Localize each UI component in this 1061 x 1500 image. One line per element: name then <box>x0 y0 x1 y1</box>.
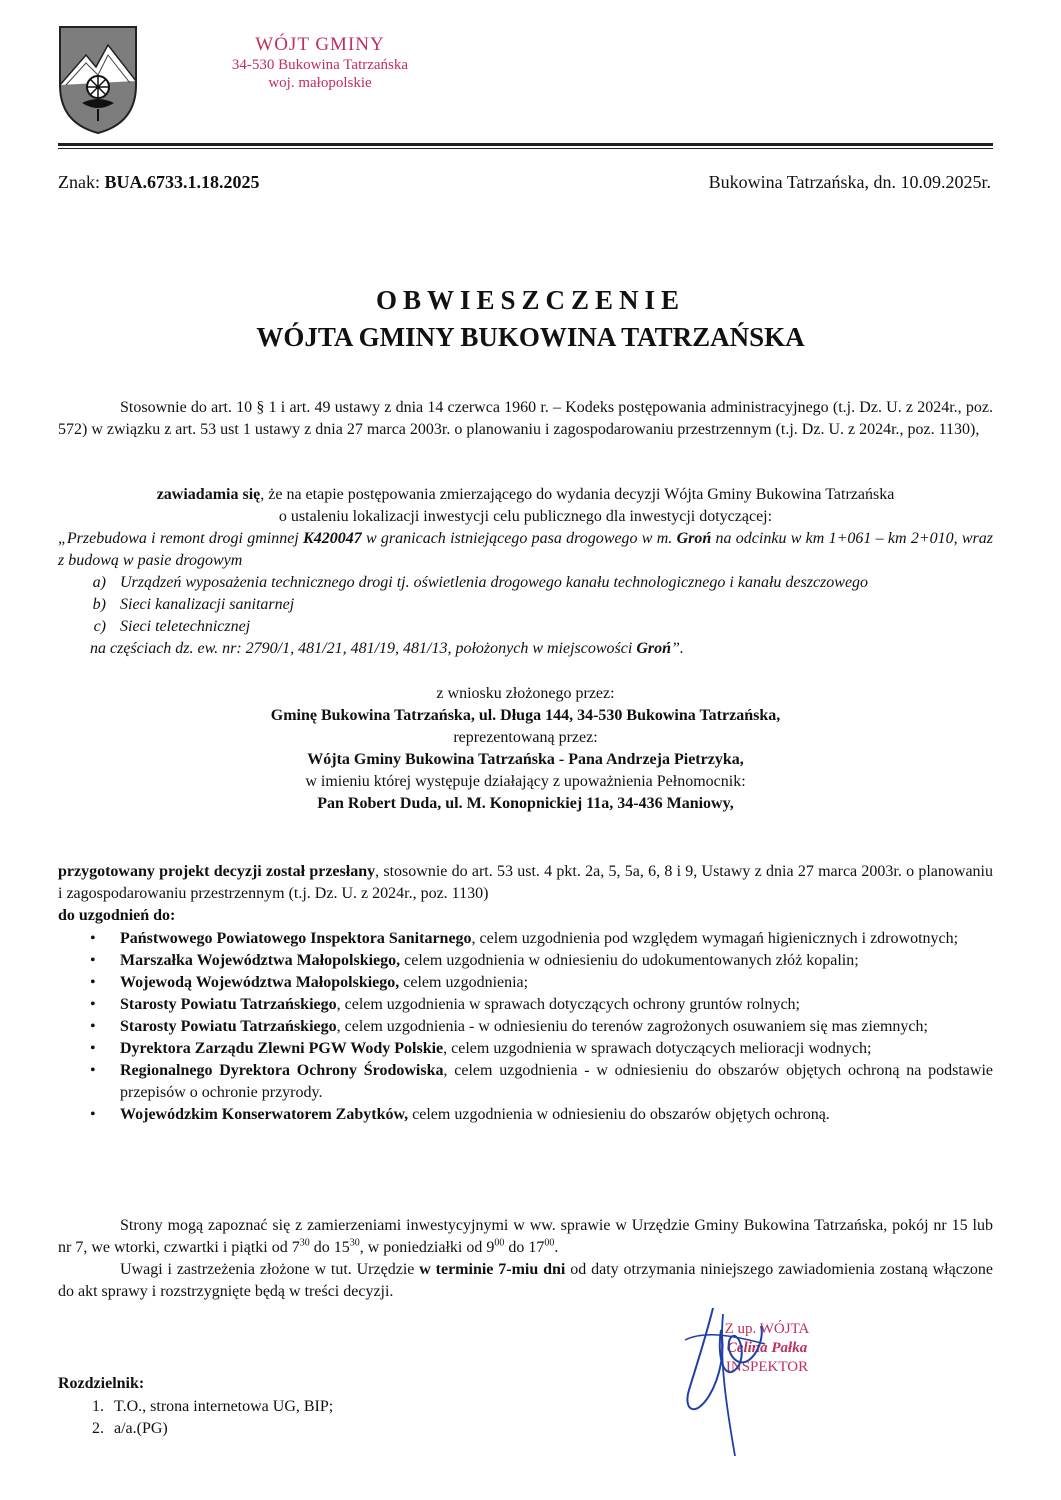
coat-of-arms-icon <box>58 25 138 135</box>
recipient-name: Starosty Powiatu Tatrzańskiego <box>120 1018 337 1035</box>
distribution-list <box>58 1396 658 1440</box>
road-number: K420047 <box>303 530 362 547</box>
project-tail: do uzgodnień do: <box>58 907 176 924</box>
representative-name: Wójta Gminy Bukowina Tatrzańska - Pana Andrzeja Pietrzyka, <box>307 751 744 768</box>
parcels-line <box>58 638 993 660</box>
recipient-name: Państwowego Powiatowego Inspektora Sanitarnego <box>120 930 472 947</box>
investment-items <box>58 572 993 660</box>
signature-stamp-line-2: Celina Pałka <box>726 1340 808 1356</box>
recipient-name: Wojewódzkim Konserwatorem Zabytków, <box>120 1106 409 1123</box>
distribution-number: 2. <box>92 1420 104 1437</box>
applicant-line-1: z wniosku złożonego przez: <box>436 685 615 702</box>
document-date: Bukowina Tatrzańska, dn. 10.09.2025r. <box>708 172 991 192</box>
document-subtitle: WÓJTA GMINY BUKOWINA TATRZAŃSKA <box>256 322 805 352</box>
notice-line-2: o ustaleniu lokalizacji inwestycji celu publicznego dla inwestycji dotyczącej: <box>278 508 773 525</box>
recipients-list <box>58 928 993 1126</box>
item-text: Urządzeń wyposażenia technicznego drogi tj. oświetlenia drogowego kanału technologicznego i kanału deszczowego <box>120 574 869 591</box>
remarks-text-2: od daty otrzymania niniejszego zawiadomienia zostaną włączone do akt sprawy i rozstrzygnięte będą w treści decyzji. <box>58 1261 994 1300</box>
project-text: , stosownie do art. 53 ust. 4 pkt. 2a, 5, 5a, 6, 8 i 9, Ustawy z dnia 27 marca 2003r. o planowaniu i zagospodarowaniu przestrzennym (t.j. Dz. U. z 2024r., poz. 1130) <box>58 863 993 902</box>
time-sup-4: 00 <box>544 1237 555 1249</box>
official-header-stamp <box>215 34 425 92</box>
investment-item <box>58 572 993 594</box>
stamp-line-3: woj. małopolskie <box>268 75 372 91</box>
parties-paragraph <box>58 1215 993 1259</box>
parcels-text: na częściach dz. ew. nr: 2790/1, 481/21, 481/19, 481/13, położonych w miejscowości <box>90 640 637 657</box>
recipient-purpose: , celem uzgodnienia - w odniesieniu do obszarów objętych ochroną na podstawie przepisów o ochronie przyrody. <box>120 1062 994 1101</box>
remarks-deadline: w terminie 7-miu dni <box>419 1261 566 1278</box>
recipient-item <box>58 1060 993 1104</box>
recipient-item <box>58 1104 993 1126</box>
time-sup-2: 30 <box>349 1237 360 1249</box>
investment-item <box>58 594 993 616</box>
handwritten-signature-icon <box>665 1300 795 1460</box>
investment-text-2: w granicach istniejącego pasa drogowego w m. <box>361 530 677 547</box>
distribution-text: a/a.(PG) <box>114 1420 168 1437</box>
recipient-name: Wojewodą Województwa Małopolskiego, <box>120 974 400 991</box>
investment-text-1: „Przebudowa i remont drogi gminnej <box>58 530 304 547</box>
applicant-line-3: reprezentowaną przez: <box>453 729 598 746</box>
remarks-text-1: Uwagi i zastrzeżenia złożone w tut. Urzędzie <box>120 1261 420 1278</box>
header-rule-thin <box>58 148 993 149</box>
parcels-end: ”. <box>671 640 684 657</box>
investment-description <box>58 528 993 572</box>
signature-stamp-line-1: Z up. WÓJTA <box>724 1321 810 1337</box>
investment-text-3: na odcinku w km 1+061 – km 2+010, wraz z budową w pasie drogowym <box>58 530 994 569</box>
recipient-purpose: celem uzgodnienia w odniesieniu do obszarów objętych ochroną. <box>408 1106 830 1123</box>
recipient-purpose: celem uzgodnienia; <box>399 974 529 991</box>
applicant-name: Gminę Bukowina Tatrzańska, ul. Długa 144, 34-530 Bukowina Tatrzańska, <box>270 707 781 724</box>
distribution-text: T.O., strona internetowa UG, BIP; <box>114 1398 334 1415</box>
header-rule-thick <box>58 143 993 146</box>
project-paragraph <box>58 861 993 927</box>
parcels-locality: Groń <box>636 640 672 657</box>
time-sup-3: 00 <box>494 1237 505 1249</box>
intro-paragraph: Stosownie do art. 10 § 1 i art. 49 ustawy z dnia 14 czerwca 1960 r. – Kodeks postępowania administracyjnego (t.j. Dz. U. z 2024r., poz. 572) w związku z art. 53 ust 1 ustawy z dnia 27 marca 2003r. o planowaniu i zagospodarowaniu przestrzennym (t.j. Dz. U. z 2024r., poz. 1130), <box>58 399 993 438</box>
case-reference-value: BUA.6733.1.18.2025 <box>104 172 260 192</box>
applicant-block <box>58 683 993 815</box>
signature-stamp-line-3: INSPEKTOR <box>725 1359 809 1375</box>
parties-text-5: . <box>554 1239 559 1256</box>
distribution-item <box>58 1396 658 1418</box>
recipient-item <box>58 972 993 994</box>
recipient-purpose: , celem uzgodnienia w sprawach dotyczących melioracji wodnych; <box>443 1040 872 1057</box>
recipient-purpose: , celem uzgodnienia pod względem wymagań higienicznych i zdrowotnych; <box>471 930 959 947</box>
parties-text-4: do 17 <box>504 1239 545 1256</box>
recipient-item <box>58 928 993 950</box>
investment-item <box>58 616 993 638</box>
distribution-item <box>58 1418 658 1440</box>
case-reference-label: Znak: <box>58 172 105 192</box>
stamp-line-2: 34-530 Bukowina Tatrzańska <box>231 57 409 73</box>
item-letter: b) <box>92 596 106 613</box>
case-reference <box>58 172 260 193</box>
recipient-name: Dyrektora Zarządu Zlewni PGW Wody Polskie <box>120 1040 444 1057</box>
recipient-name: Marszałka Województwa Małopolskiego, <box>120 952 401 969</box>
recipient-purpose: , celem uzgodnienia w sprawach dotyczących ochrony gruntów rolnych; <box>336 996 800 1013</box>
notice-paragraph <box>58 484 993 528</box>
recipient-name: Regionalnego Dyrektora Ochrony Środowiska <box>120 1062 444 1079</box>
item-letter: a) <box>92 574 106 591</box>
recipient-item <box>58 950 993 972</box>
recipient-purpose: , celem uzgodnienia - w odniesieniu do terenów zagrożonych osuwaniem się mas ziemnych; <box>336 1018 928 1035</box>
locality-name: Groń <box>676 530 712 547</box>
item-text: Sieci kanalizacji sanitarnej <box>120 596 295 613</box>
notice-line-1 <box>58 484 993 506</box>
recipient-name: Starosty Powiatu Tatrzańskiego <box>120 996 337 1013</box>
stamp-line-1: WÓJT GMINY <box>255 34 385 55</box>
proxy-name: Pan Robert Duda, ul. M. Konopnickiej 11a, 34-436 Maniowy, <box>317 795 734 812</box>
parties-text-2: do 15 <box>309 1239 350 1256</box>
recipient-item <box>58 994 993 1016</box>
distribution-number: 1. <box>92 1398 104 1415</box>
recipient-purpose: celem uzgodnienia w odniesieniu do udokumentowanych złóż kopalin; <box>400 952 859 969</box>
distribution-heading: Rozdzielnik: <box>58 1375 145 1392</box>
document-title: OBWIESZCZENIE <box>375 285 686 315</box>
item-text: Sieci teletechnicznej <box>120 618 251 635</box>
applicant-line-5: w imieniu której występuje działający z upoważnienia Pełnomocnik: <box>305 773 746 790</box>
notice-lead: zawiadamia się <box>156 486 261 503</box>
remarks-paragraph <box>58 1259 993 1303</box>
item-letter: c) <box>93 618 106 635</box>
recipient-item <box>58 1016 993 1038</box>
project-lead: przygotowany projekt decyzji został przesłany <box>58 863 376 880</box>
recipient-item <box>58 1038 993 1060</box>
parties-text-1: Strony mogą zapoznać się z zamierzeniami inwestycyjnymi w ww. sprawie w Urzędzie Gminy Bukowina Tatrzańska, pokój nr 15 lub nr 7, we wtorki, czwartki i piątki od 7 <box>58 1217 993 1256</box>
notice-line-1-rest: , że na etapie postępowania zmierzającego do wydania decyzji Wójta Gminy Bukowina Tatrzańska <box>260 486 895 503</box>
time-sup-1: 30 <box>299 1237 310 1249</box>
parties-text-3: , w poniedziałki od 9 <box>359 1239 495 1256</box>
